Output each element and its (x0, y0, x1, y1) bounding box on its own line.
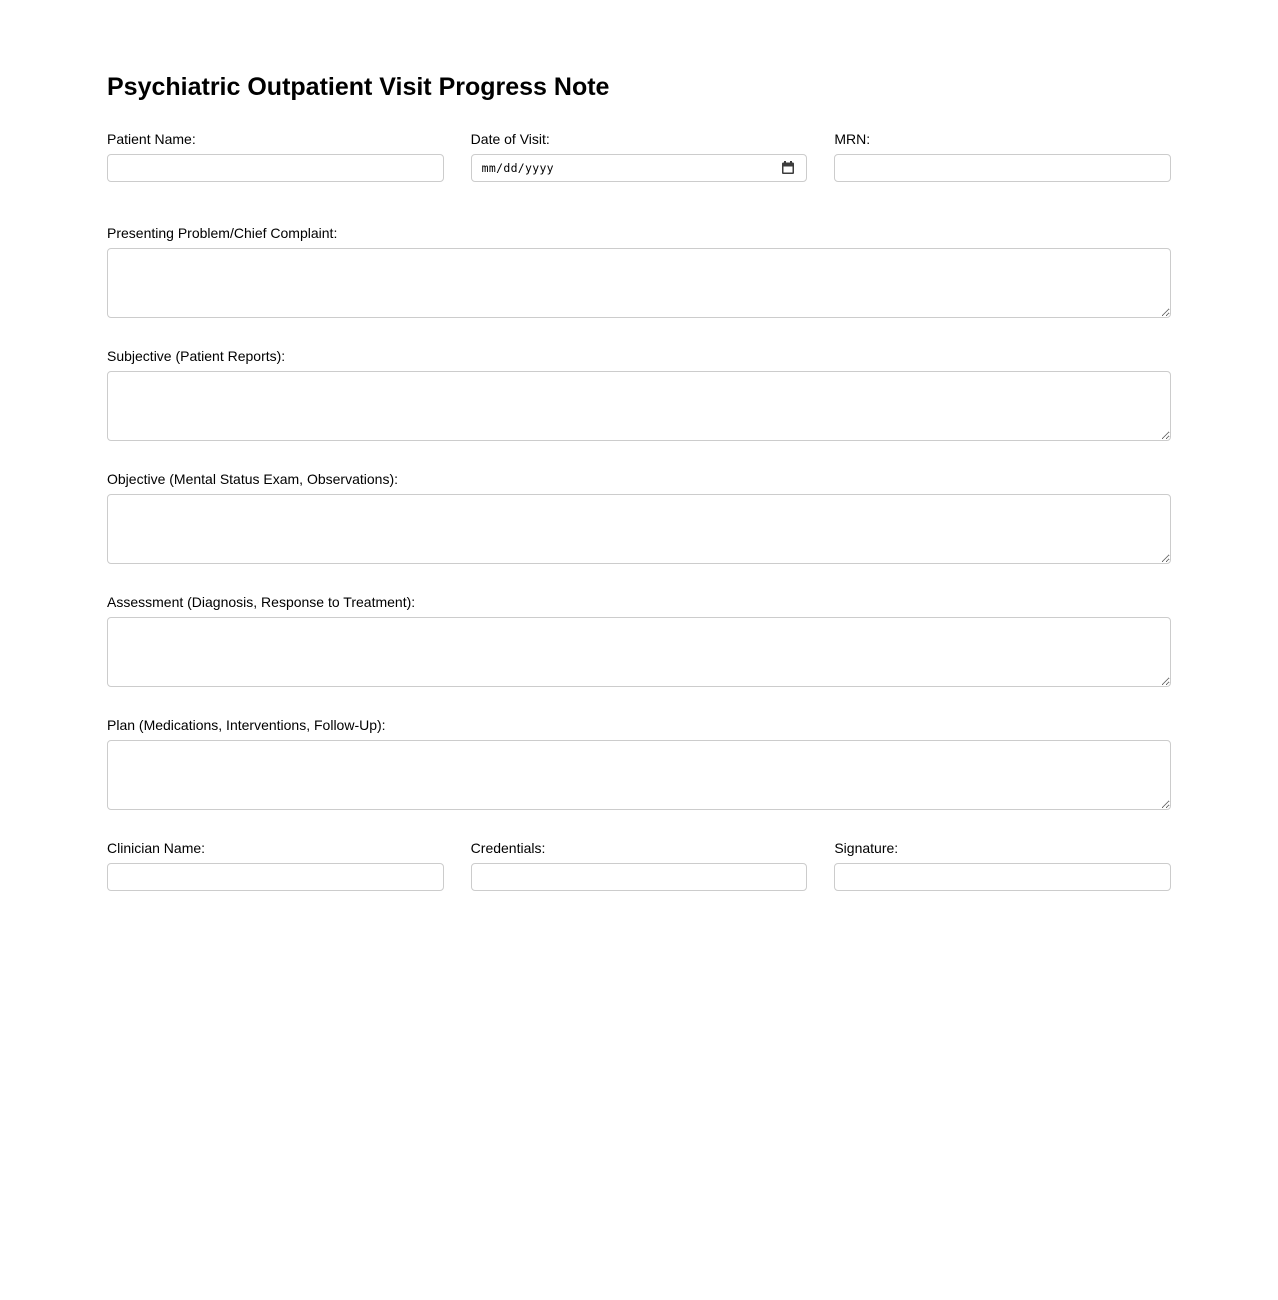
credentials-field (471, 840, 808, 891)
clinician-name-field (107, 840, 444, 891)
objective-label: Objective (Mental Status Exam, Observations): (107, 471, 398, 487)
subjective-label: Subjective (Patient Reports): (107, 348, 286, 364)
patient-name-input[interactable] (107, 154, 444, 182)
clinician-name-input[interactable] (107, 863, 444, 891)
date-of-visit-label: Date of Visit: (470, 131, 550, 147)
credentials-label: Credentials: (470, 840, 546, 856)
signature-field (834, 840, 1171, 891)
mrn-label: MRN: (834, 131, 871, 147)
date-of-visit-input[interactable] (471, 154, 808, 182)
date-placeholder-text: mm/dd/yyyy (481, 161, 554, 175)
assessment-section (107, 594, 1171, 687)
signature-label: Signature: (834, 840, 899, 856)
presenting-problem-label: Presenting Problem/Chief Complaint: (107, 225, 338, 241)
calendar-icon[interactable] (779, 159, 797, 177)
mrn-input[interactable] (834, 154, 1171, 182)
date-of-visit-field (471, 131, 808, 182)
clinician-name-label: Clinician Name: (107, 840, 206, 856)
subjective-textarea[interactable] (107, 371, 1171, 441)
objective-textarea[interactable] (107, 494, 1171, 564)
plan-label: Plan (Medications, Interventions, Follow-Up): (107, 717, 386, 733)
credentials-input[interactable] (471, 863, 808, 891)
objective-section (107, 471, 1171, 564)
signature-input[interactable] (834, 863, 1171, 891)
bottom-field-row (107, 840, 1171, 891)
patient-name-field (107, 131, 444, 182)
presenting-problem-section (107, 225, 1171, 318)
plan-textarea[interactable] (107, 740, 1171, 810)
plan-section (107, 717, 1171, 810)
mrn-field (834, 131, 1171, 182)
top-field-row (107, 131, 1171, 182)
page-title: Psychiatric Outpatient Visit Progress Note (107, 73, 610, 101)
patient-name-label: Patient Name: (107, 131, 196, 147)
subjective-section (107, 348, 1171, 441)
presenting-problem-textarea[interactable] (107, 248, 1171, 318)
assessment-label: Assessment (Diagnosis, Response to Treatment): (107, 594, 416, 610)
assessment-textarea[interactable] (107, 617, 1171, 687)
